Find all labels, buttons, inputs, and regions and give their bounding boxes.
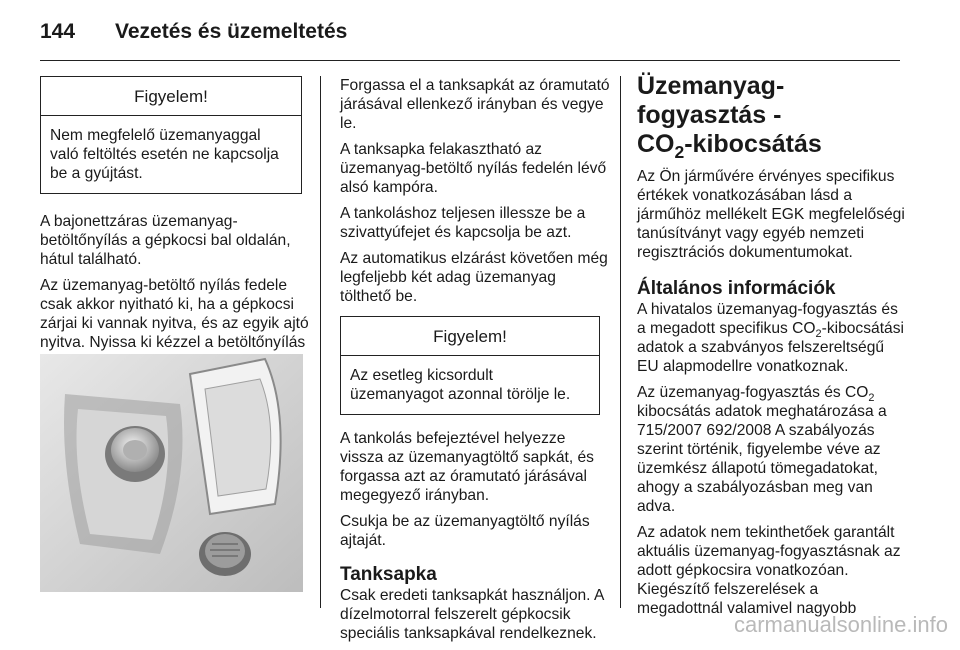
paragraph: Csukja be az üzemanyagtöltő nyílás ajtaját. [340, 513, 590, 549]
section-title: Vezetés és üzemeltetés [115, 20, 348, 43]
warning-text: Az esetleg kicsordult üzemanyagot azonnal törölje le. [350, 367, 571, 403]
column-divider [620, 76, 621, 608]
header-rule [40, 60, 900, 61]
watermark: carmanualsonline.info [733, 612, 948, 637]
paragraph: Csak eredeti tanksapkát használjon. A dízelmotorral felszerelt gépkocsik speciális tanksapkával rendelkeznek. [340, 587, 604, 642]
warning-title: Figyelem! [41, 77, 301, 116]
page-number: 144 [40, 20, 76, 43]
section-heading [637, 72, 907, 162]
warning-text: Nem megfelelő üzemanyaggal való feltöltés esetén ne kapcsolja be a gyújtást. [50, 127, 279, 182]
text-run: Az üzemanyag-fogyasztás és CO [637, 384, 869, 401]
heading-part: -kibocsátás [684, 130, 822, 158]
paragraph: A tankoláshoz teljesen illessze be a szivattyúfejet és kapcsolja be azt. [340, 205, 586, 241]
paragraph [637, 300, 907, 376]
paragraph: Az Ön járművére érvényes specifikus értékek vonatkozásában lásd a járműhöz mellékelt EGK megfelelőségi tanúsítványt vagy egyéb nemzeti regisztrációs dokumentumokat. [637, 168, 905, 261]
subscript: 2 [815, 328, 822, 341]
warning-title: Figyelem! [341, 317, 599, 356]
heading-part: CO [637, 130, 675, 158]
column-3 [637, 72, 907, 625]
paragraph: Az üzemanyag-betöltő nyílás fedele csak akkor nyitható ki, ha a gépkocsi zárjai ki vannak nyitva, és az egyik ajtó nyitva. Nyissa ki kézzel a betöltőnyílás [40, 277, 309, 351]
subscript: 2 [868, 392, 875, 405]
paragraph [637, 383, 907, 516]
text-run: A hivatalos üzemanyag-fogyasztás és a megadott specifikus CO [637, 301, 898, 337]
fuel-filler-photo [40, 354, 303, 592]
paragraph: A bajonettzáras üzemanyag-betöltőnyílás a gépkocsi bal oldalán, hátul található. [40, 213, 291, 268]
text-run: -kibocsátási adatok a szabványos felszereltségű EU alapmodellre vonatkoznak. [637, 320, 904, 375]
subheading-general-info: Általános információk [637, 278, 836, 299]
paragraph: Az automatikus elzárást követően még legfeljebb két adag üzemanyag tölthető be. [340, 250, 608, 305]
column-2 [340, 76, 610, 650]
paragraph: Forgassa el a tanksapkát az óramutató járásával ellenkező irányban és vegye le. [340, 77, 610, 132]
warning-box [40, 76, 302, 194]
subheading-tanksapka: Tanksapka [340, 564, 437, 585]
column-1 [40, 76, 310, 378]
heading-part: Üzemanyag-fogyasztás - [637, 72, 785, 129]
text-run: kibocsátás adatok meghatározása a 715/2007 692/2008 A szabályozás szerint történik, figyelembe véve az üzemkész állapotú tömegadatokat, ahogy a szabályozásban meg van adva. [637, 403, 887, 515]
subscript: 2 [674, 142, 685, 162]
column-divider [320, 76, 321, 608]
warning-box [340, 316, 600, 415]
paragraph: A tankolás befejeztével helyezze vissza az üzemanyagtöltő sapkát, és forgassa azt az óramutató járásával megegyező irányban. [340, 430, 594, 504]
paragraph: A tanksapka felakasztható az üzemanyag-betöltő nyílás fedelén lévő alsó kampóra. [340, 141, 607, 196]
paragraph: Az adatok nem tekinthetőek garantált aktuális üzemanyag-fogyasztásnak az adott gépkocsira vonatkozóan. Kiegészítő felszerelések a megadottnál valamivel nagyobb [637, 524, 901, 617]
